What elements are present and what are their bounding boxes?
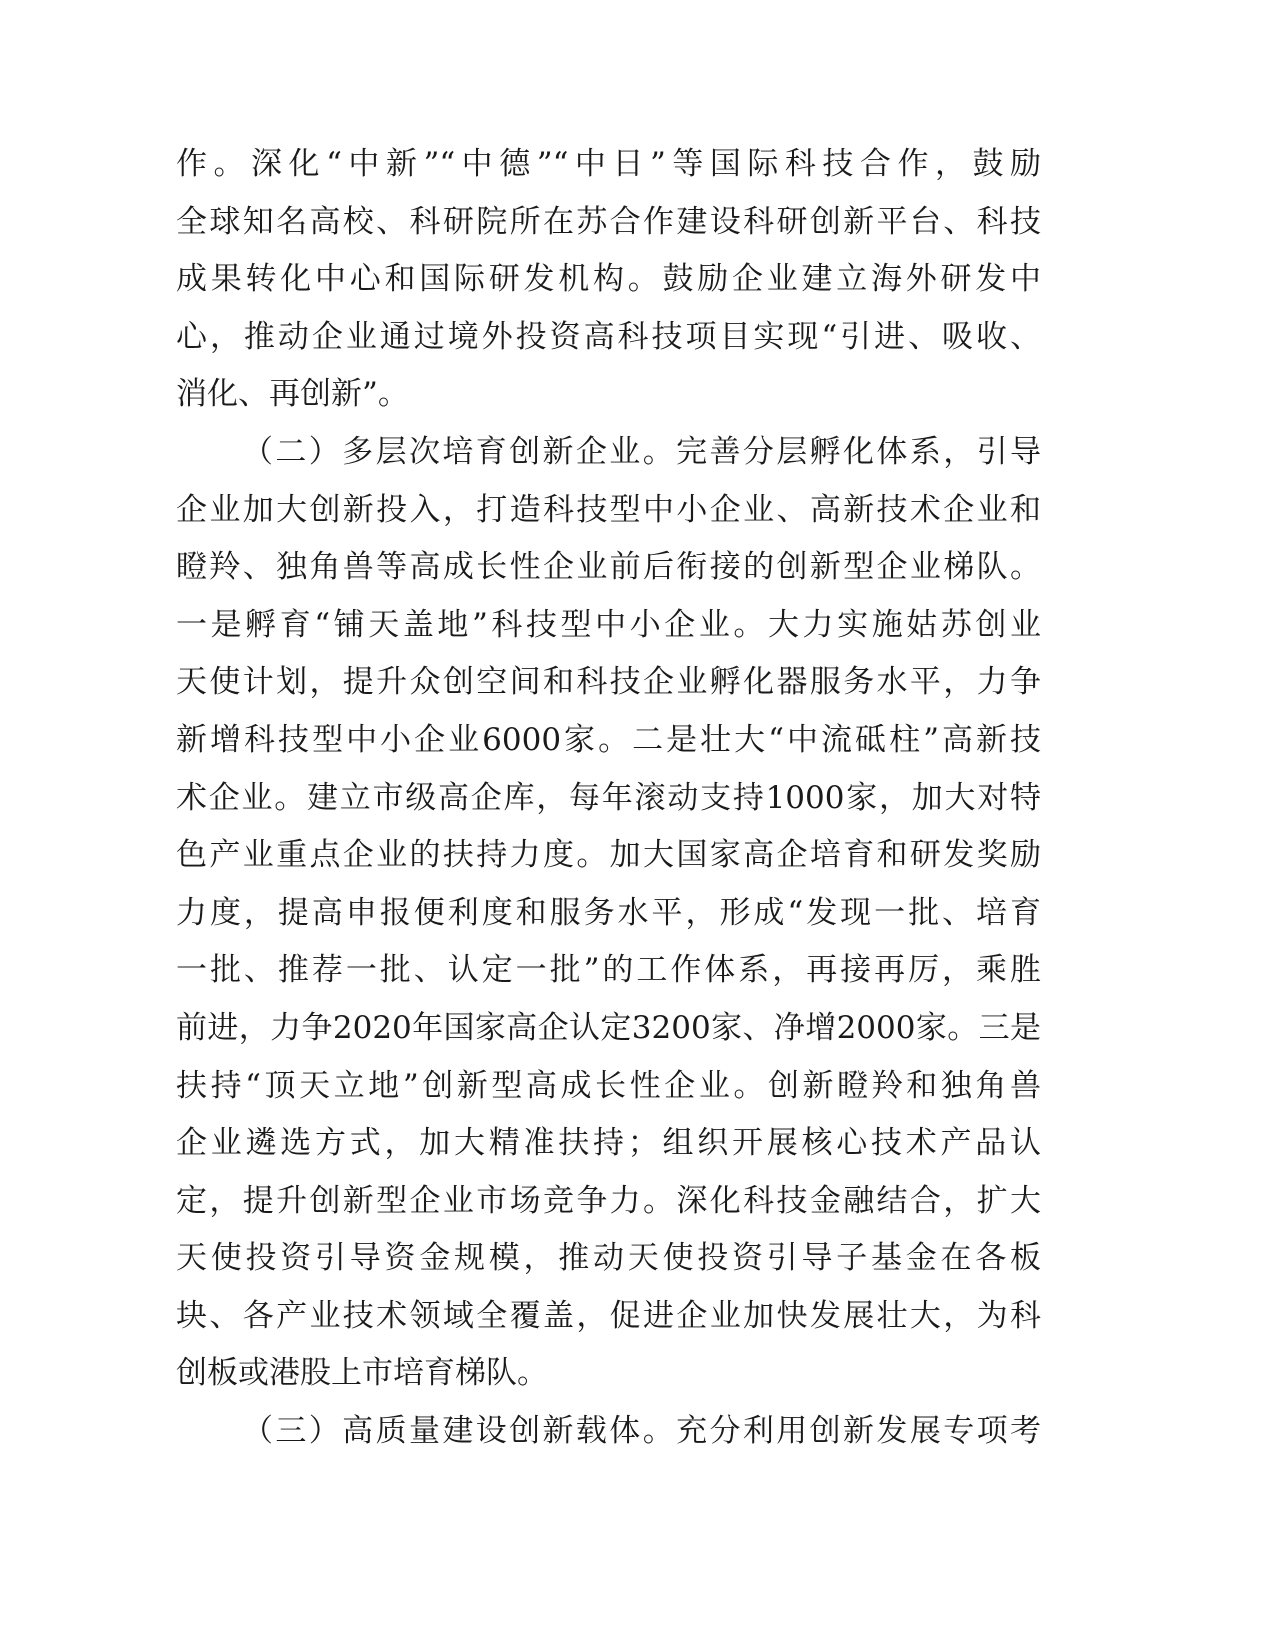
section-heading-line: （二）多层次培育创新企业。完善分层孵化体系，引导 [242, 433, 1041, 470]
body-text-line: 心，推动企业通过境外投资高科技项目实现“引进、吸收、 [176, 318, 1041, 355]
body-text-line: 前进，力争2020年国家高企认定3200家、净增2000家。三是 [176, 1009, 1041, 1046]
body-text-line: 天使投资引导资金规模，推动天使投资引导子基金在各板 [176, 1240, 1041, 1277]
body-text-line: 成果转化中心和国际研发机构。鼓励企业建立海外研发中 [176, 261, 1041, 298]
section-heading-line: （三）高质量建设创新载体。充分利用创新发展专项考 [242, 1413, 1041, 1450]
body-text-line: 新增科技型中小企业6000家。二是壮大“中流砥柱”高新技 [176, 721, 1041, 758]
body-text-line: 一批、推荐一批、认定一批”的工作体系，再接再厉，乘胜 [176, 952, 1041, 989]
body-text-line: 定，提升创新型企业市场竞争力。深化科技金融结合，扩大 [176, 1182, 1041, 1219]
body-text-line: 瞪羚、独角兽等高成长性企业前后衔接的创新型企业梯队。 [176, 549, 1041, 586]
body-text-line: 创板或港股上市培育梯队。 [176, 1355, 548, 1392]
body-text-line: 作。深化“中新”“中德”“中日”等国际科技合作，鼓励 [176, 146, 1041, 182]
body-text-line: 一是孵育“铺天盖地”科技型中小企业。大力实施姑苏创业 [176, 606, 1041, 643]
document-page [176, 136, 1041, 1461]
body-text-line: 消化、再创新”。 [176, 376, 409, 413]
body-text-line: 力度，提高申报便利度和服务水平，形成“发现一批、培育 [176, 894, 1041, 931]
body-text-line: 块、各产业技术领域全覆盖，促进企业加快发展壮大，为科 [176, 1297, 1041, 1334]
body-text-line: 全球知名高校、科研院所在苏合作建设科研创新平台、科技 [176, 203, 1041, 240]
body-text-line: 扶持“顶天立地”创新型高成长性企业。创新瞪羚和独角兽 [176, 1067, 1041, 1104]
body-text-line: 术企业。建立市级高企库，每年滚动支持1000家，加大对特 [176, 779, 1041, 816]
body-text-line: 企业遴选方式，加大精准扶持；组织开展核心技术产品认 [176, 1125, 1041, 1162]
body-text-line: 色产业重点企业的扶持力度。加大国家高企培育和研发奖励 [176, 837, 1041, 874]
body-text-line: 企业加大创新投入，打造科技型中小企业、高新技术企业和 [176, 491, 1041, 528]
body-text-line: 天使计划，提升众创空间和科技企业孵化器服务水平，力争 [176, 664, 1041, 701]
